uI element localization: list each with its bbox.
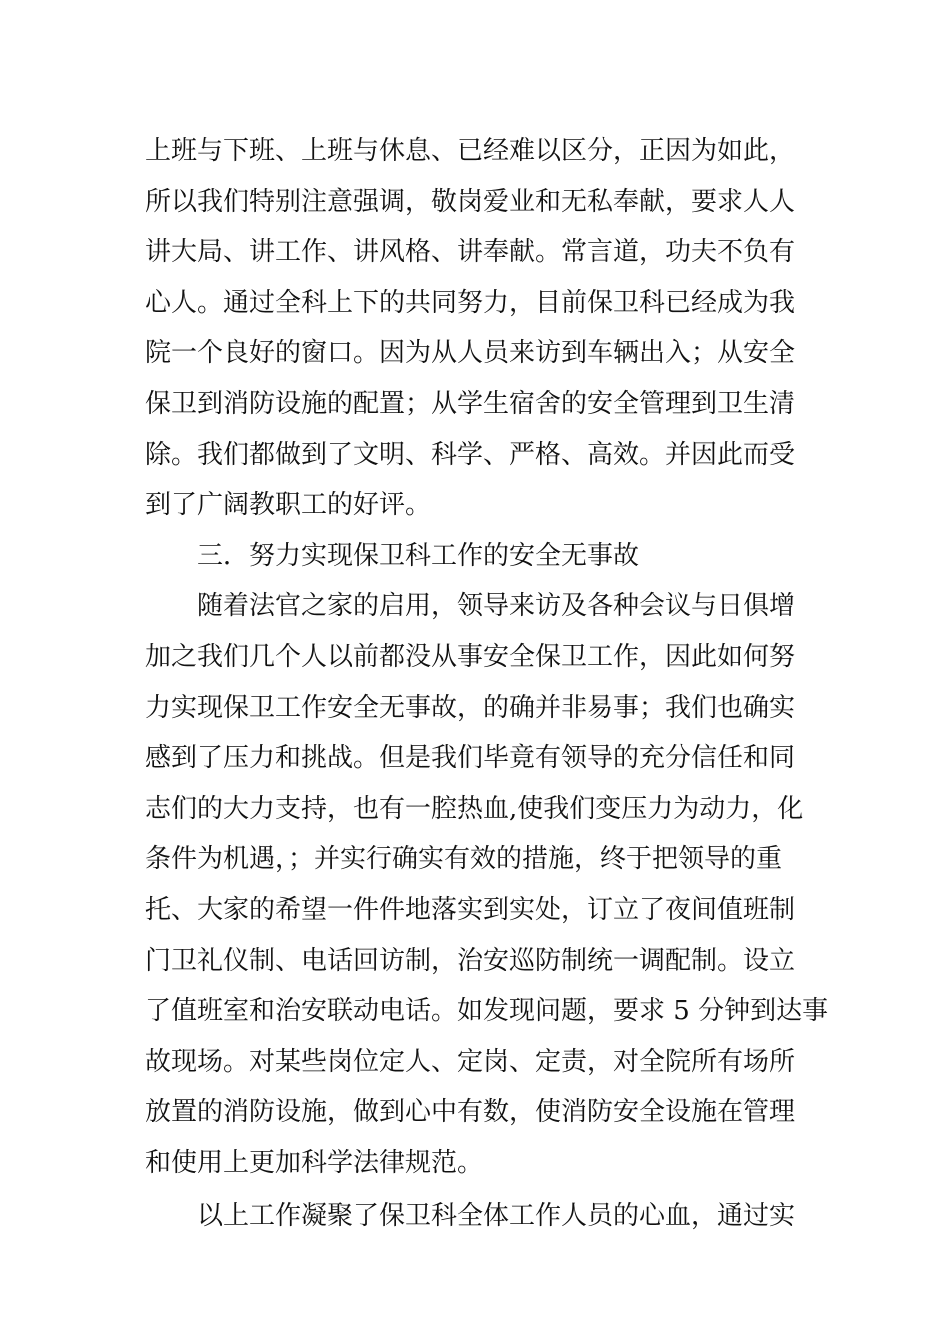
text-line: 心人。通过全科上下的共同努力，目前保卫科已经成为我: [145, 287, 796, 318]
text-line: 随着法官之家的启用，领导来访及各种会议与日俱增: [197, 591, 796, 622]
text-line: 保卫到消防设施的配置；从学生宿舍的安全管理到卫生清: [145, 388, 796, 419]
text-line: 了值班室和治安联动电话。如发现问题，要求 5 分钟到达事: [145, 996, 829, 1027]
text-line: 托、大家的希望一件件地落实到实处，订立了夜间值班制: [145, 894, 796, 925]
text-line: 上班与下班、上班与休息、已经难以区分，正因为如此，: [145, 136, 796, 166]
text-line: 条件为机遇，；并实行确实有效的措施，终于把领导的重: [145, 844, 783, 875]
text-line: 加之我们几个人以前都没从事安全保卫工作，因此如何努: [145, 641, 796, 672]
text-line: 讲大局、讲工作、讲风格、讲奉献。常言道，功夫不负有: [145, 237, 796, 268]
text-line: 以上工作凝聚了保卫科全体工作人员的心血，通过实: [197, 1201, 796, 1232]
text-line: 志们的大力支持，也有一腔热血,使我们变压力为动力，化: [145, 793, 804, 824]
text-line: 除。我们都做到了文明、科学、严格、高效。并因此而受: [145, 439, 796, 470]
section-heading: 三．努力实现保卫科工作的安全无事故: [197, 540, 640, 571]
text-line: 故现场。对某些岗位定人、定岗、定责，对全院所有场所: [145, 1046, 796, 1077]
document-body: [145, 126, 829, 1242]
text-line: 院一个良好的窗口。因为从人员来访到车辆出入；从安全: [145, 338, 796, 369]
text-line: 和使用上更加科学法律规范。: [145, 1147, 484, 1178]
text-line: 到了广阔教职工的好评。: [145, 490, 432, 521]
text-line: 所以我们特别注意强调，敬岗爱业和无私奉献，要求人人: [145, 186, 796, 217]
text-line: 感到了压力和挑战。但是我们毕竟有领导的充分信任和同: [145, 743, 796, 774]
text-line: 放置的消防设施，做到心中有数，使消防安全设施在管理: [145, 1097, 796, 1128]
text-line: 门卫礼仪制、电话回访制，治安巡防制统一调配制。设立: [145, 945, 796, 976]
text-line: 力实现保卫工作安全无事故，的确并非易事；我们也确实: [145, 692, 796, 723]
